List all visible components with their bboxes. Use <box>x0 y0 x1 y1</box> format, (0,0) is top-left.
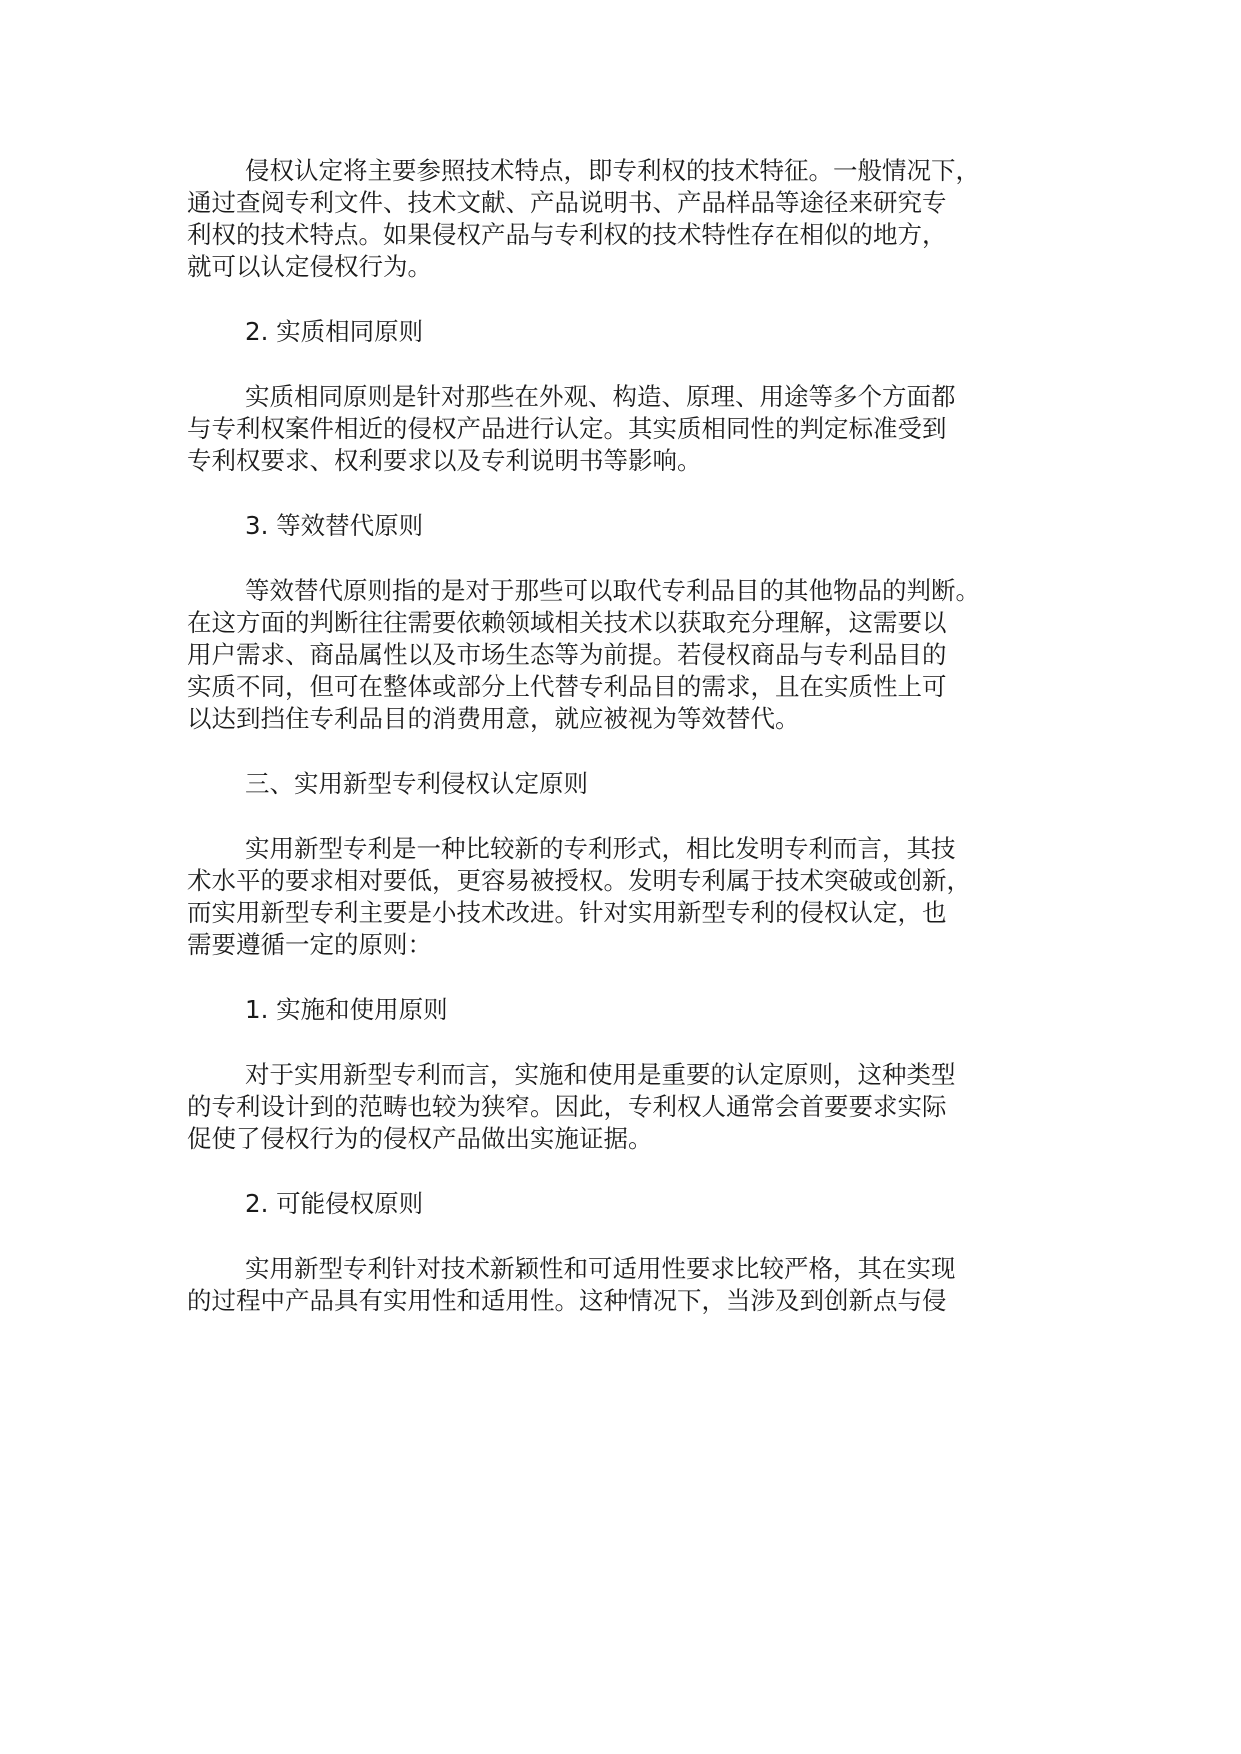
paragraph-line: 的过程中产品具有实用性和适用性。这种情况下，当涉及到创新点与侵 <box>187 1286 947 1315</box>
paragraph-line: 通过查阅专利文件、技术文献、产品说明书、产品样品等途径来研究专 <box>187 188 947 217</box>
paragraph-line: 的专利设计到的范畴也较为狭窄。因此，专利权人通常会首要要求实际 <box>187 1092 947 1121</box>
paragraph-line: 与专利权案件相近的侵权产品进行认定。其实质相同性的判定标准受到 <box>187 414 947 443</box>
paragraph-line: 等效替代原则指的是对于那些可以取代专利品目的其他物品的判断。 <box>245 576 980 605</box>
section-heading-possible-infringement: 2. 可能侵权原则 <box>245 1189 424 1218</box>
paragraph-line: 利权的技术特点。如果侵权产品与专利权的技术特性存在相似的地方， <box>187 220 947 249</box>
paragraph-equivalent-substitution <box>187 575 1087 735</box>
paragraph-line: 需要遵循一定的原则： <box>187 930 432 959</box>
section-heading-equivalent-substitution: 3. 等效替代原则 <box>245 511 424 540</box>
paragraph-line: 促使了侵权行为的侵权产品做出实施证据。 <box>187 1124 653 1153</box>
section-heading-substantial-identity: 2. 实质相同原则 <box>245 317 424 346</box>
paragraph-line: 而实用新型专利主要是小技术改进。针对实用新型专利的侵权认定，也 <box>187 898 947 927</box>
paragraph-line: 实用新型专利针对技术新颖性和可适用性要求比较严格，其在实现 <box>245 1254 956 1283</box>
paragraph-line: 对于实用新型专利而言，实施和使用是重要的认定原则，这种类型 <box>245 1060 956 1089</box>
section-heading-utility-model: 三、实用新型专利侵权认定原则 <box>245 769 588 798</box>
paragraph-line: 用户需求、商品属性以及市场生态等为前提。若侵权商品与专利品目的 <box>187 640 947 669</box>
paragraph-line: 术水平的要求相对要低，更容易被授权。发明专利属于技术突破或创新， <box>187 866 971 895</box>
paragraph-line: 实质不同，但可在整体或部分上代替专利品目的需求，且在实质性上可 <box>187 672 947 701</box>
paragraph-utility-model-intro <box>187 833 1087 961</box>
section-heading-implementation-use: 1. 实施和使用原则 <box>245 995 448 1024</box>
paragraph-possible-infringement <box>187 1253 1087 1317</box>
paragraph-substantial-identity <box>187 381 1087 477</box>
paragraph-line: 以达到挡住专利品目的消费用意，就应被视为等效替代。 <box>187 704 800 733</box>
paragraph-infringement-determination <box>187 155 1087 283</box>
paragraph-line: 侵权认定将主要参照技术特点，即专利权的技术特征。一般情况下， <box>245 156 980 185</box>
paragraph-line: 实用新型专利是一种比较新的专利形式，相比发明专利而言，其技 <box>245 834 956 863</box>
paragraph-line: 实质相同原则是针对那些在外观、构造、原理、用途等多个方面都 <box>245 382 956 411</box>
paragraph-line: 专利权要求、权利要求以及专利说明书等影响。 <box>187 446 702 475</box>
paragraph-line: 就可以认定侵权行为。 <box>187 252 432 281</box>
document-body <box>187 155 1087 1317</box>
paragraph-implementation-use <box>187 1059 1087 1155</box>
paragraph-line: 在这方面的判断往往需要依赖领域相关技术以获取充分理解，这需要以 <box>187 608 947 637</box>
